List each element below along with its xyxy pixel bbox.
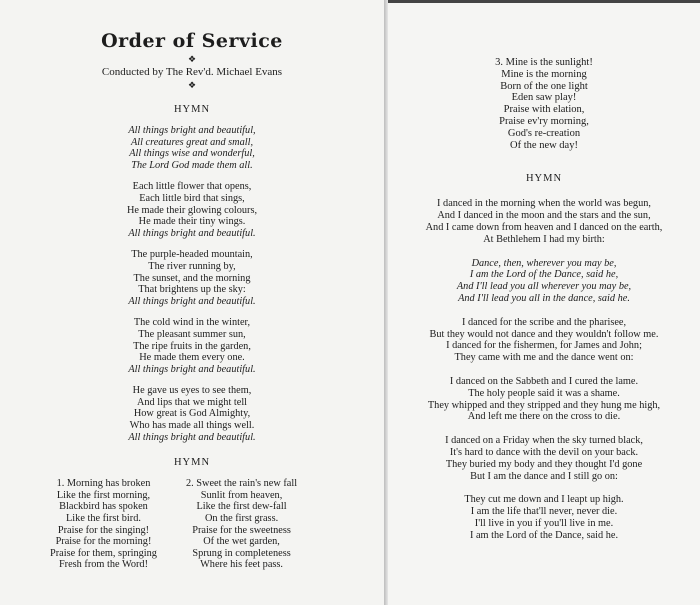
verse-line: I danced on the Sabbeth and I cured the lame.: [449, 375, 639, 387]
verse-line: All things bright and beautiful.: [128, 295, 256, 307]
verse-line: On the first grass.: [204, 513, 279, 525]
verse-line: Like the first bird.: [66, 513, 141, 525]
verse-line: Each little flower that opens,: [132, 181, 252, 193]
verse-line: All things bright and beautiful.: [128, 227, 256, 239]
verse-line: Of the new day!: [510, 139, 578, 151]
verse-line: Praise with elation,: [503, 104, 585, 116]
verse-line: 1. Morning has broken: [56, 478, 151, 490]
verse-line: He made them every one.: [139, 352, 245, 364]
hymn-lord-of-the-dance: [388, 198, 700, 541]
verse-line: Like the first dew-fall: [196, 501, 287, 513]
verse-line: At Bethlehem I had my birth:: [483, 233, 605, 245]
verse-line: The cold wind in the winter,: [133, 317, 251, 329]
verse-line: I danced for the fishermen, for James and John;: [446, 340, 642, 352]
verse-line: They came with me and the dance went on:: [454, 352, 634, 364]
verse-line: And lips that we might tell: [136, 396, 248, 408]
verse-line: The holy people said it was a shame.: [468, 387, 620, 399]
verse-3: [388, 57, 700, 151]
verse-line: The sunset, and the morning: [133, 272, 251, 284]
verse-line: I'll live in you if you'll live in me.: [474, 517, 614, 529]
verse-line: Praise for the morning!: [55, 536, 152, 548]
verse-line: Mine is the morning: [501, 68, 587, 80]
verse-line: Praise for the singing!: [57, 524, 150, 536]
verse-line: Blackbird has spoken: [59, 501, 148, 513]
hymn-heading: HYMN: [173, 104, 211, 115]
verse-line: Praise for the sweetness: [192, 524, 291, 536]
verse-line: Where his feet pass.: [200, 559, 283, 571]
verse-line: That brightens up the sky:: [138, 284, 246, 296]
verse-line: Of the wet garden,: [203, 536, 280, 548]
verse-line: Like the first morning,: [56, 489, 151, 501]
hymn-heading: HYMN: [525, 173, 563, 185]
verse-line: And left me there on the cross to die.: [467, 411, 621, 423]
verse-line: Praise for them, springing: [50, 547, 157, 559]
verse-line: The ripe fruits in the garden,: [133, 340, 251, 352]
verse-line: The Lord God made them all.: [131, 159, 253, 171]
verse-line: I danced on a Friday when the sky turned black,: [445, 435, 643, 447]
verse-line: Born of the one light: [500, 80, 588, 92]
verse-2: [186, 478, 297, 571]
ornament-icon: ❖: [187, 54, 197, 64]
conducted-by: Conducted by The Rev'd. Michael Evans: [101, 66, 283, 78]
verse-line: And I danced in the moon and the stars and the sun,: [437, 210, 651, 222]
verse-line: Eden saw play!: [511, 92, 577, 104]
verse-line: All creatures great and small,: [130, 136, 254, 148]
stanza: [388, 435, 700, 482]
stanza: [388, 198, 700, 245]
verse-line: It's hard to dance with the devil on your back.: [449, 446, 639, 458]
stanza: [388, 317, 700, 364]
verse-line: But I am the dance and I still go on:: [470, 470, 618, 482]
verse-line: All things bright and beautiful,: [128, 125, 256, 136]
verse-line: Sunlit from heaven,: [200, 489, 283, 501]
verse-line: Fresh from the Word!: [58, 559, 149, 571]
stanza: [388, 494, 700, 541]
verse-1: [50, 478, 157, 571]
verse-line: I danced for the scribe and the pharisee,: [461, 316, 627, 328]
verse-line: Sprung in completeness: [192, 547, 291, 559]
verse-line: How great is God Almighty,: [133, 408, 251, 420]
verse-line: All things wise and wonderful,: [129, 148, 255, 160]
verse-line: Praise ev'ry morning,: [499, 115, 589, 127]
verse-line: Who has made all things well.: [129, 420, 255, 432]
verse-line: 2. Sweet the rain's new fall: [186, 478, 298, 490]
verse-line: They cut me down and I leapt up high.: [464, 494, 624, 506]
stanza: [0, 249, 384, 307]
verse-line: He made their glowing colours,: [126, 204, 258, 216]
hymn-all-things-bright: [0, 125, 384, 443]
verse-line: Dance, then, wherever you may be,: [471, 257, 617, 269]
verse-line: God's re-creation: [507, 127, 581, 139]
verse-line: And I came down from heaven and I danced on the earth,: [425, 221, 663, 233]
verse-line: I danced in the morning when the world was begun,: [437, 198, 651, 210]
chorus: [388, 258, 700, 305]
verse-line: And I'll lead you all wherever you may be,: [456, 281, 632, 293]
hymn-morning-has-broken: [0, 478, 384, 578]
ornament-icon: ❖: [187, 80, 197, 90]
stanza: [0, 385, 384, 443]
verse-line: They buried my body and they thought I'd gone: [445, 458, 643, 470]
page-title: Order of Service: [101, 30, 283, 52]
verse-line: They whipped and they stripped and they hung me high,: [427, 399, 661, 411]
verse-line: The river running by,: [148, 260, 236, 272]
stanza: [0, 181, 384, 239]
verse-line: 3. Mine is the sunlight!: [495, 57, 593, 68]
stanza: [0, 317, 384, 375]
verse-line: But they would not dance and they wouldn't follow me.: [429, 328, 659, 340]
verse-line: All things bright and beautiful.: [128, 431, 256, 443]
hymn-heading: HYMN: [173, 457, 211, 469]
stanza: [0, 125, 384, 171]
stanza: [388, 376, 700, 423]
right-page: [388, 0, 700, 605]
verse-line: The purple-headed mountain,: [131, 249, 253, 261]
verse-line: He made their tiny wings.: [138, 216, 246, 228]
verse-line: The pleasant summer sun,: [138, 328, 246, 340]
verse-line: I am the life that'll never, never die.: [470, 506, 618, 518]
verse-line: All things bright and beautiful.: [128, 363, 256, 375]
verse-line: I am the Lord of the Dance, said he.: [469, 529, 619, 541]
verse-line: Each little bird that sings,: [139, 192, 245, 204]
verse-line: And I'll lead you all in the dance, said he.: [458, 292, 630, 304]
verse-line: I am the Lord of the Dance, said he,: [469, 269, 619, 281]
verse-line: He gave us eyes to see them,: [132, 385, 252, 397]
